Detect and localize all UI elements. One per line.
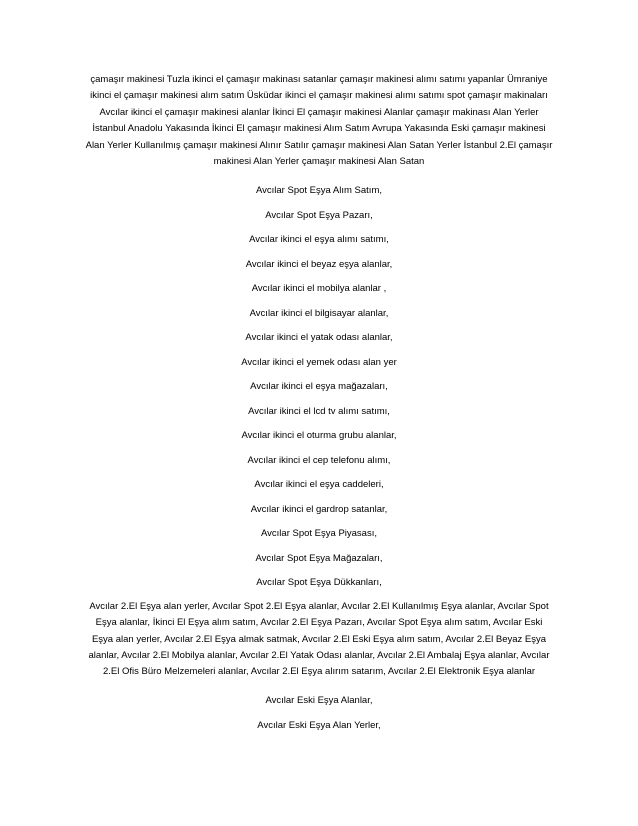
list-item: Avcılar ikinci el oturma grubu alanlar, bbox=[241, 430, 397, 441]
list-item: Avcılar ikinci el bilgisayar alanlar, bbox=[249, 307, 389, 319]
list-item: Avcılar ikinci el beyaz eşya alanlar, bbox=[245, 258, 393, 270]
outro-paragraph: Avcılar 2.El Eşya alan yerler, Avcılar Spot 2.El Eşya alanlar, Avcılar 2.El Kullanılmış Eşya alanlar, Avcılar Spot Eşya alanlar, İkinci El Eşya alım satım, Avcılar 2.El Eşya Pazarı, Avcılar Spot Eşya alım satım, Avcılar Eski Eşya alan yerler, Avcılar 2.El Eşya almak satmak, Avcılar 2.El Eski Eşya alım satım, Avcılar 2.El Beyaz Eşya alanlar, Avcılar 2.El Mobilya alanlar, Avcılar 2.El Yatak Odası alanlar, Avcılar 2.El Ambalaj Eşya alanlar, Avcılar 2.El Ofis Büro Melzemeleri alanlar, Avcılar 2.El Eşya alırım satarım, Avcılar 2.El Elektronik Eşya alanlar bbox=[88, 601, 550, 678]
list-item: Avcılar ikinci el yemek odası alan yer bbox=[241, 356, 397, 368]
list-item: Avcılar ikinci el eşya alımı satımı, bbox=[249, 234, 389, 245]
list-item: Avcılar ikinci el gardrop satanlar, bbox=[250, 503, 388, 515]
list-item: Avcılar Eski Eşya Alan Yerler, bbox=[257, 719, 381, 731]
list-item: Avcılar Spot Eşya Dükkanları, bbox=[256, 577, 382, 588]
list-item: Avcılar Spot Eşya Mağazaları, bbox=[255, 552, 383, 564]
list-item: Avcılar ikinci el mobilya alanlar , bbox=[251, 283, 387, 294]
list-item: Avcılar ikinci el yatak odası alanlar, bbox=[245, 332, 393, 343]
intro-paragraph: çamaşır makinesi Tuzla ikinci el çamaşır makinası satanlar çamaşır makinesi alımı satımı yapanlar Ümraniye ikinci el çamaşır makinesi alım satım Üsküdar ikinci el çamaşır makinesi alımı satımı spot çamaşır makinaları Avcılar ikinci el çamaşır makinesi alanlar İkinci El çamaşır makinesi Alanlar çamaşır makinası Alan Yerler İstanbul Anadolu Yakasında İkinci El çamaşır makinesi Alım Satım Avrupa Yakasında Eski çamaşır makinesi Alan Yerler Kullanılmış çamaşır makinesi Alınır Satılır çamaşır makinesi Alan Satan Yerler İstanbul 2.El çamaşır makinesi Alan Yerler çamaşır makinesi Alan Satan bbox=[85, 74, 553, 168]
list-item: Avcılar Eski Eşya Alanlar, bbox=[265, 695, 373, 706]
list-item: Avcılar Spot Eşya Alım Satım, bbox=[255, 185, 382, 196]
list-item: Avcılar Spot Eşya Pazarı, bbox=[265, 209, 373, 221]
list-item: Avcılar ikinci el lcd tv alımı satımı, bbox=[248, 405, 390, 417]
listing-list bbox=[84, 185, 554, 602]
list-item: Avcılar ikinci el cep telefonu alımı, bbox=[247, 454, 391, 466]
list-item: Avcılar ikinci el eşya caddeleri, bbox=[254, 479, 384, 490]
list-item: Avcılar ikinci el eşya mağazaları, bbox=[250, 381, 388, 392]
tail-list bbox=[84, 695, 554, 744]
list-item: Avcılar Spot Eşya Piyasası, bbox=[261, 528, 377, 539]
